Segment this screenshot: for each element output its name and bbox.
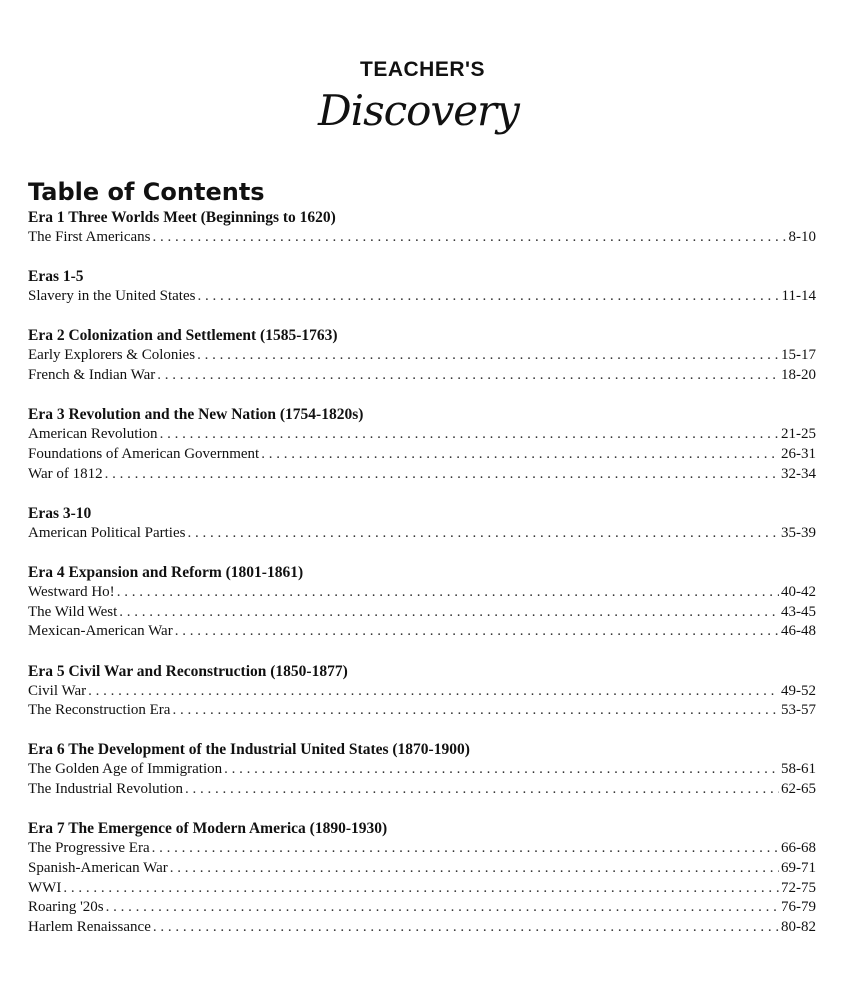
section-heading: Era 3 Revolution and the New Nation (1754-1820s) bbox=[28, 406, 364, 424]
entry-pages: 72-75 bbox=[781, 879, 816, 896]
toc-entry[interactable] bbox=[28, 228, 816, 248]
toc-section bbox=[28, 662, 816, 721]
toc-entry[interactable] bbox=[28, 603, 816, 623]
toc-section bbox=[28, 819, 816, 937]
toc-entry[interactable] bbox=[28, 366, 816, 386]
toc-entry[interactable] bbox=[28, 682, 816, 702]
entry-title: Civil War bbox=[28, 682, 87, 699]
entry-pages: 11-14 bbox=[781, 288, 816, 305]
toc-entry[interactable] bbox=[28, 445, 816, 465]
entry-pages: 15-17 bbox=[781, 347, 816, 364]
toc-section bbox=[28, 267, 816, 307]
toc-entry[interactable] bbox=[28, 839, 816, 859]
toc-entry[interactable] bbox=[28, 879, 816, 899]
dot-leader bbox=[152, 839, 779, 859]
entry-pages: 32-34 bbox=[781, 465, 816, 482]
entry-pages: 46-48 bbox=[781, 623, 816, 640]
entry-title: French & Indian War bbox=[28, 367, 156, 384]
dot-leader bbox=[160, 425, 779, 445]
logo-line2: Discovery bbox=[318, 86, 519, 135]
toc-entry[interactable] bbox=[28, 760, 816, 780]
dot-leader bbox=[172, 701, 779, 721]
entry-pages: 66-68 bbox=[781, 840, 816, 857]
toc-section bbox=[28, 504, 816, 544]
toc-entry[interactable] bbox=[28, 465, 816, 485]
section-heading: Era 6 The Development of the Industrial United States (1870-1900) bbox=[28, 741, 470, 759]
section-heading: Era 1 Three Worlds Meet (Beginnings to 1620) bbox=[28, 209, 336, 226]
toc-entry[interactable] bbox=[28, 425, 816, 445]
toc-section bbox=[28, 326, 816, 385]
entry-title: War of 1812 bbox=[28, 465, 103, 482]
entry-title: The Industrial Revolution bbox=[28, 781, 183, 798]
toc-entry[interactable] bbox=[28, 859, 816, 879]
entry-title: WWI bbox=[28, 879, 62, 896]
entry-title: Slavery in the United States bbox=[28, 288, 196, 305]
section-heading: Era 4 Expansion and Reform (1801-1861) bbox=[28, 564, 304, 581]
entry-pages: 40-42 bbox=[781, 584, 816, 600]
toc-section bbox=[28, 740, 816, 799]
dot-leader bbox=[197, 346, 779, 366]
logo-line1: TEACHER'S bbox=[360, 58, 486, 81]
entry-title: Spanish-American War bbox=[28, 860, 168, 876]
section-heading: Eras 1-5 bbox=[28, 268, 84, 286]
toc-entry[interactable] bbox=[28, 583, 816, 603]
table-of-contents bbox=[28, 208, 816, 957]
entry-pages: 18-20 bbox=[781, 367, 816, 384]
dot-leader bbox=[224, 760, 779, 780]
entry-title: Westward Ho! bbox=[28, 584, 115, 600]
toc-entry[interactable] bbox=[28, 898, 816, 918]
page-title: Table of Contents bbox=[28, 178, 265, 206]
entry-pages: 21-25 bbox=[781, 426, 816, 443]
entry-title: The Wild West bbox=[28, 603, 118, 620]
entry-pages: 8-10 bbox=[788, 229, 816, 245]
entry-pages: 49-52 bbox=[781, 682, 816, 699]
section-heading: Era 2 Colonization and Settlement (1585-1763) bbox=[28, 327, 338, 345]
dot-leader bbox=[175, 622, 779, 642]
entry-pages: 80-82 bbox=[781, 919, 816, 936]
toc-entry[interactable] bbox=[28, 524, 816, 544]
entry-title: Roaring '20s bbox=[28, 899, 104, 916]
toc-entry[interactable] bbox=[28, 622, 816, 642]
section-heading: Eras 3-10 bbox=[28, 504, 92, 522]
entry-pages: 53-57 bbox=[781, 702, 816, 719]
toc-entry[interactable] bbox=[28, 918, 816, 938]
toc-entry[interactable] bbox=[28, 346, 816, 366]
entry-title: The Golden Age of Immigration bbox=[28, 761, 223, 778]
entry-title: Mexican-American War bbox=[28, 623, 173, 640]
dot-leader bbox=[153, 918, 779, 938]
dot-leader bbox=[106, 898, 779, 918]
entry-title: Harlem Renaissance bbox=[28, 919, 151, 936]
entry-title: Early Explorers & Colonies bbox=[28, 347, 196, 364]
dot-leader bbox=[63, 879, 779, 899]
toc-section bbox=[28, 208, 816, 248]
section-heading: Era 5 Civil War and Reconstruction (1850-1877) bbox=[28, 662, 348, 680]
dot-leader bbox=[117, 583, 779, 603]
dot-leader bbox=[105, 465, 779, 485]
toc-entry[interactable] bbox=[28, 780, 816, 800]
entry-pages: 76-79 bbox=[781, 899, 816, 916]
entry-pages: 58-61 bbox=[781, 761, 816, 778]
teachers-discovery-logo bbox=[318, 58, 558, 140]
toc-entry[interactable] bbox=[28, 701, 816, 721]
entry-pages: 62-65 bbox=[781, 781, 816, 798]
dot-leader bbox=[157, 366, 779, 386]
entry-pages: 43-45 bbox=[781, 603, 816, 620]
toc-section bbox=[28, 563, 816, 642]
entry-title: The Reconstruction Era bbox=[28, 702, 171, 719]
toc-section bbox=[28, 405, 816, 484]
dot-leader bbox=[152, 228, 786, 248]
dot-leader bbox=[261, 445, 779, 465]
dot-leader bbox=[170, 859, 779, 879]
entry-title: American Revolution bbox=[28, 426, 158, 443]
entry-pages: 35-39 bbox=[781, 524, 816, 541]
dot-leader bbox=[197, 287, 779, 307]
entry-pages: 26-31 bbox=[781, 445, 816, 462]
entry-title: Foundations of American Government bbox=[28, 445, 260, 462]
entry-pages: 69-71 bbox=[781, 860, 816, 876]
section-heading: Era 7 The Emergence of Modern America (1890-1930) bbox=[28, 820, 388, 838]
entry-title: American Political Parties bbox=[28, 524, 186, 541]
entry-title: The Progressive Era bbox=[28, 840, 150, 857]
dot-leader bbox=[185, 780, 779, 800]
entry-title: The First Americans bbox=[28, 229, 151, 245]
dot-leader bbox=[119, 603, 779, 623]
dot-leader bbox=[187, 524, 779, 544]
toc-entry[interactable] bbox=[28, 287, 816, 307]
dot-leader bbox=[88, 682, 779, 702]
